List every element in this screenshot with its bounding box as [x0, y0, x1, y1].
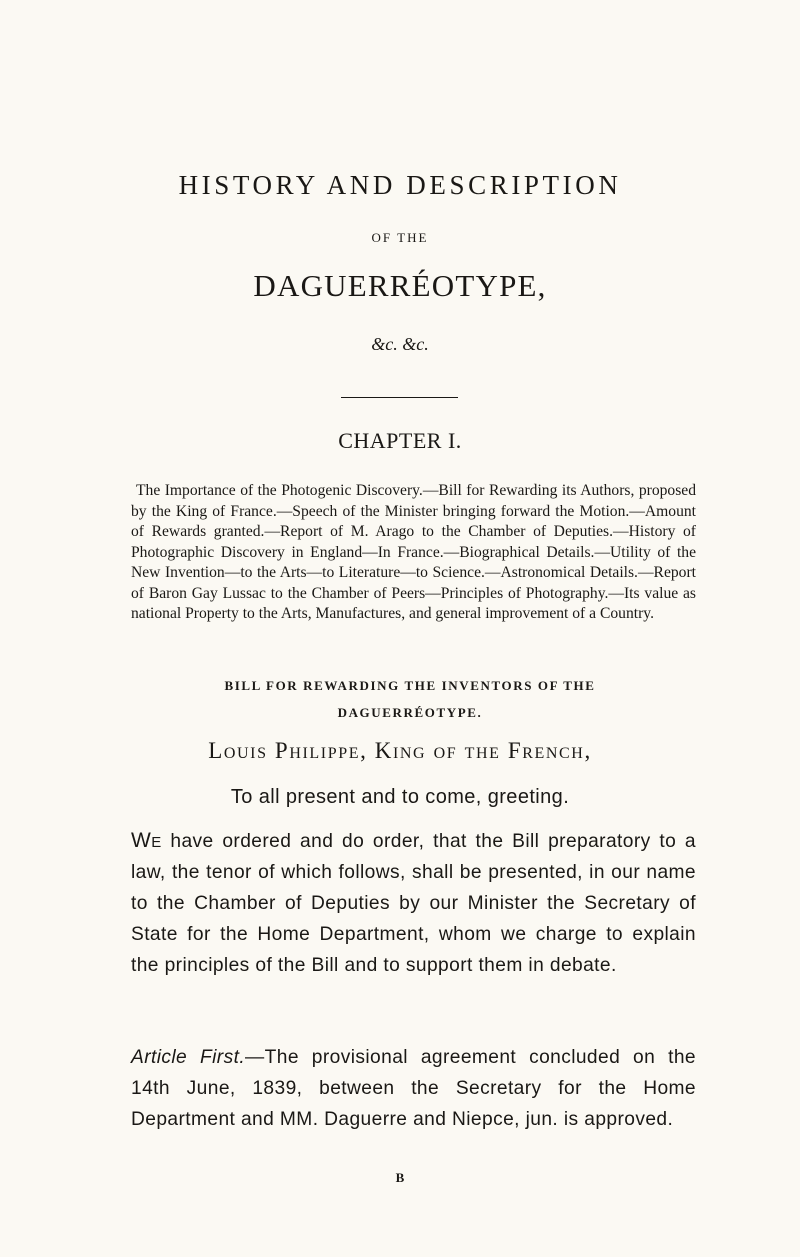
bill-heading-line1: BILL FOR REWARDING THE INVENTORS OF THE: [224, 678, 596, 693]
etc-line: &c. &c.: [371, 334, 429, 354]
king-line: Louis Philippe, King of the French,: [208, 738, 592, 763]
decree-paragraph: [131, 825, 696, 981]
article-first-paragraph: [131, 1042, 696, 1135]
of-the-line: OF THE: [371, 230, 429, 245]
signature-mark: B: [395, 1170, 405, 1185]
decree-text: have ordered and do order, that the Bill preparatory to a law, the tenor of which follows, shall be presented, in our name to the Chamber of Deputies by our Minister the Secretary of State for the Home Department, whom we charge to explain the principles of the Bill and to support them in debate.: [131, 831, 696, 976]
article-first-text: —The provisional agreement concluded on the 14th June, 1839, between the Secretary for the Home Department and MM. Daguerre and Niepce, jun. is approved.: [131, 1047, 696, 1130]
title-divider: [341, 397, 458, 398]
decree-lead-word: We: [131, 829, 162, 852]
chapter-synopsis: The Importance of the Photogenic Discovery.—Bill for Rewarding its Authors, proposed by the King of France.—Speech of the Minister bringing forward the Motion.—Amount of Rewards granted.—Report of M. Arago to the Chamber of Deputies.—History of Photographic Discovery in England—In France.—Biographical Details.—Utility of the New Invention—to the Arts—to Literature—to Science.—Astronomical Details.—Report of Baron Gay Lussac to the Chamber of Peers—Principles of Photography.—Its value as national Property to the Arts, Manufactures, and general improvement of a Country.: [131, 482, 696, 622]
bill-heading-line2: DAGUERRÉOTYPE.: [337, 705, 483, 720]
bill-heading: [140, 672, 680, 726]
greeting-line: To all present and to come, greeting.: [230, 786, 570, 808]
main-title: HISTORY AND DESCRIPTION: [178, 170, 622, 200]
article-first-label: Article First.: [131, 1047, 246, 1068]
chapter-heading: CHAPTER I.: [338, 428, 462, 453]
book-title: DAGUERRÉOTYPE,: [253, 268, 547, 303]
